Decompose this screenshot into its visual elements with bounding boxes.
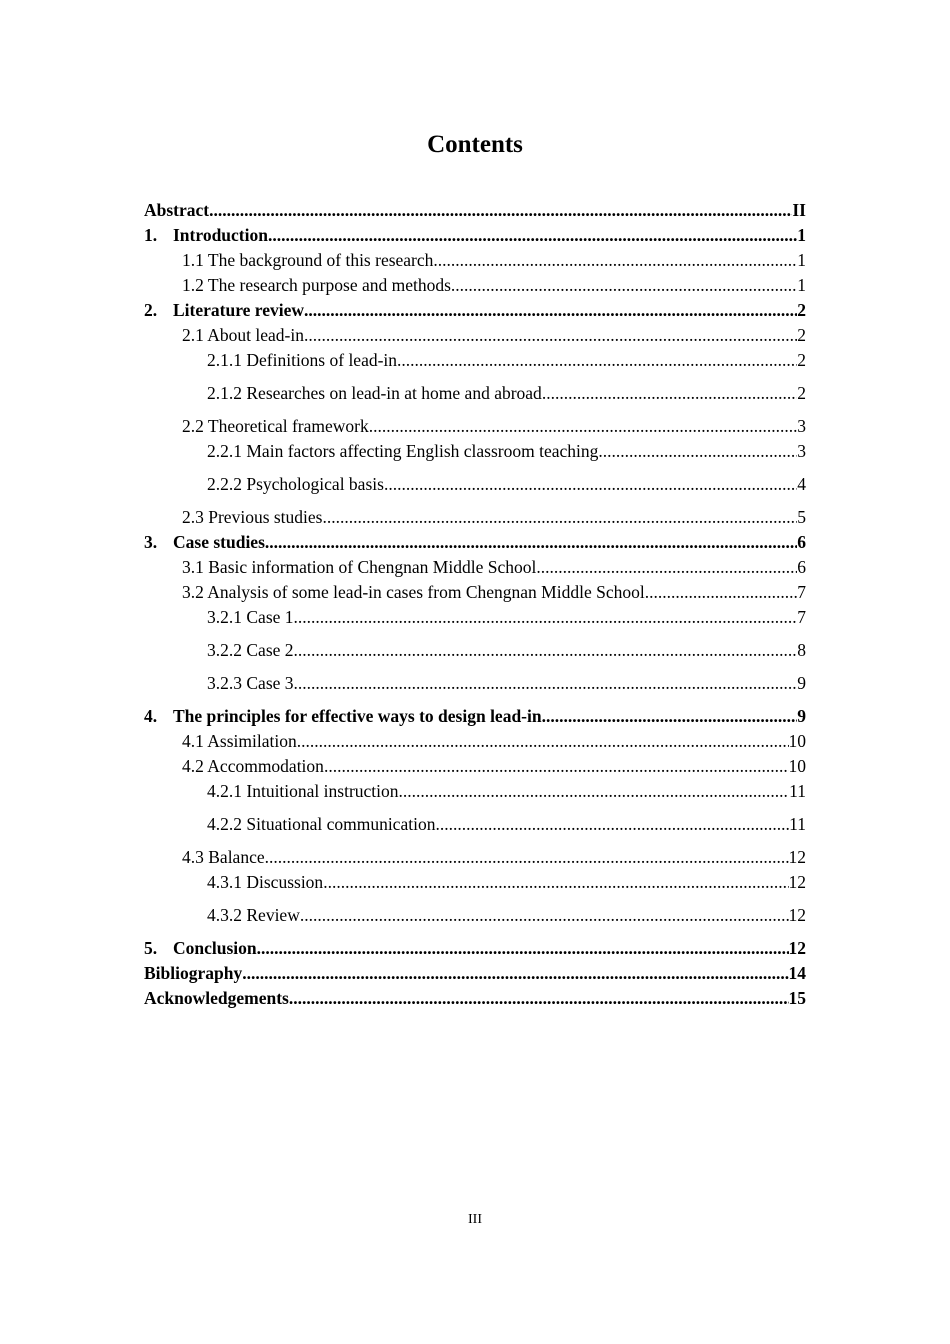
toc-entry-number: 4. bbox=[144, 706, 158, 726]
toc-entry[interactable] bbox=[144, 298, 806, 323]
toc-entry-label: Acknowledgements bbox=[144, 988, 289, 1008]
toc-entry[interactable] bbox=[144, 530, 806, 555]
dot-leader bbox=[324, 754, 789, 779]
toc-entry-label: 2.2.2 Psychological basis bbox=[207, 474, 384, 494]
toc-entry-page: 2 bbox=[797, 300, 806, 320]
toc-entry-label: 2.2 Theoretical framework bbox=[182, 416, 369, 436]
dot-leader bbox=[598, 439, 797, 464]
table-of-contents bbox=[144, 198, 806, 1011]
toc-entry-label: Conclusion bbox=[173, 938, 257, 958]
toc-entry-number: 5. bbox=[144, 938, 158, 958]
toc-entry-label: 4.3.2 Review bbox=[207, 905, 300, 925]
toc-entry-label: 3.2.2 Case 2 bbox=[207, 640, 294, 660]
dot-leader bbox=[304, 298, 797, 323]
dot-leader bbox=[297, 729, 789, 754]
toc-entry-page: 6 bbox=[797, 557, 806, 577]
dot-leader bbox=[542, 704, 798, 729]
toc-entry[interactable] bbox=[144, 870, 806, 903]
toc-entry[interactable] bbox=[144, 472, 806, 505]
dot-leader bbox=[294, 671, 798, 696]
dot-leader bbox=[433, 248, 797, 273]
toc-entry-page: II bbox=[792, 200, 806, 220]
toc-entry-page: 1 bbox=[797, 250, 806, 270]
toc-entry-page: 12 bbox=[788, 938, 806, 958]
toc-entry-page: 12 bbox=[788, 905, 806, 925]
toc-entry[interactable] bbox=[144, 381, 806, 414]
toc-entry[interactable] bbox=[144, 605, 806, 638]
toc-entry[interactable] bbox=[144, 198, 806, 223]
toc-entry-label: 1.2 The research purpose and methods bbox=[182, 275, 451, 295]
dot-leader bbox=[369, 414, 798, 439]
dot-leader bbox=[265, 845, 789, 870]
toc-entry-page: 11 bbox=[789, 814, 806, 834]
dot-leader bbox=[542, 381, 797, 406]
toc-entry-page: 2 bbox=[797, 383, 806, 403]
toc-entry-page: 12 bbox=[788, 847, 806, 867]
toc-entry-label: 4.2.2 Situational communication bbox=[207, 814, 436, 834]
dot-leader bbox=[435, 812, 789, 837]
toc-entry-label: Literature review bbox=[173, 300, 305, 320]
toc-entry[interactable] bbox=[144, 505, 806, 530]
toc-entry-label: 3.1 Basic information of Chengnan Middle School bbox=[182, 557, 537, 577]
toc-entry[interactable] bbox=[144, 704, 806, 729]
toc-entry-page: 9 bbox=[797, 706, 806, 726]
dot-leader bbox=[323, 870, 788, 895]
toc-entry-label: 4.1 Assimilation bbox=[182, 731, 297, 751]
toc-entry-page: 1 bbox=[797, 275, 806, 295]
toc-entry-page: 10 bbox=[788, 731, 806, 751]
toc-entry[interactable] bbox=[144, 273, 806, 298]
page-title: Contents bbox=[427, 131, 523, 158]
toc-entry[interactable] bbox=[144, 248, 806, 273]
dot-leader bbox=[397, 348, 797, 373]
toc-entry-label: Introduction bbox=[173, 225, 268, 245]
toc-entry[interactable] bbox=[144, 223, 806, 248]
toc-entry-label: 1.1 The background of this research bbox=[182, 250, 434, 270]
toc-entry-page: 3 bbox=[797, 416, 806, 436]
toc-entry-page: 6 bbox=[797, 532, 806, 552]
toc-entry-page: 1 bbox=[797, 225, 806, 245]
toc-entry-page: 3 bbox=[797, 441, 806, 461]
toc-entry-label: 2.1 About lead-in bbox=[182, 325, 304, 345]
dot-leader bbox=[289, 986, 789, 1011]
toc-entry-label: The principles for effective ways to design lead-in bbox=[173, 706, 542, 726]
toc-entry[interactable] bbox=[144, 903, 806, 936]
toc-entry-page: 14 bbox=[788, 963, 806, 983]
toc-entry[interactable] bbox=[144, 439, 806, 472]
toc-entry-label: 3.2.3 Case 3 bbox=[207, 673, 294, 693]
toc-entry[interactable] bbox=[144, 580, 806, 605]
dot-leader bbox=[451, 273, 797, 298]
toc-entry-label: 2.1.1 Definitions of lead-in bbox=[207, 350, 398, 370]
toc-entry-page: 2 bbox=[797, 350, 806, 370]
toc-entry-page: 10 bbox=[788, 756, 806, 776]
toc-entry-page: 7 bbox=[797, 582, 806, 602]
dot-leader bbox=[257, 936, 789, 961]
toc-entry-page: 4 bbox=[797, 474, 806, 494]
toc-entry-page: 8 bbox=[797, 640, 806, 660]
toc-entry-label: 4.2 Accommodation bbox=[182, 756, 324, 776]
toc-entry-number: 3. bbox=[144, 532, 158, 552]
dot-leader bbox=[323, 505, 798, 530]
toc-entry-page: 5 bbox=[797, 507, 806, 527]
toc-entry-page: 12 bbox=[788, 872, 806, 892]
dot-leader bbox=[265, 530, 797, 555]
toc-entry-number: 1. bbox=[144, 225, 158, 245]
toc-entry-page: 2 bbox=[797, 325, 806, 345]
toc-entry-label: Bibliography bbox=[144, 963, 243, 983]
toc-entry-page: 11 bbox=[789, 781, 806, 801]
dot-leader bbox=[294, 605, 798, 630]
toc-entry[interactable] bbox=[144, 671, 806, 704]
toc-entry[interactable] bbox=[144, 348, 806, 381]
toc-entry-page: 15 bbox=[788, 988, 806, 1008]
toc-entry[interactable] bbox=[144, 323, 806, 348]
toc-entry-label: Abstract bbox=[144, 200, 210, 220]
dot-leader bbox=[399, 779, 790, 804]
toc-entry[interactable] bbox=[144, 936, 806, 961]
dot-leader bbox=[384, 472, 797, 497]
toc-entry[interactable] bbox=[144, 638, 806, 671]
toc-entry[interactable] bbox=[144, 961, 806, 986]
toc-entry-label: 2.2.1 Main factors affecting English classroom teaching bbox=[207, 441, 599, 461]
dot-leader bbox=[294, 638, 798, 663]
toc-entry[interactable] bbox=[144, 754, 806, 779]
toc-entry-label: 2.1.2 Researches on lead-in at home and abroad bbox=[207, 383, 542, 403]
dot-leader bbox=[536, 555, 797, 580]
toc-entry[interactable] bbox=[144, 729, 806, 754]
toc-entry-label: 2.3 Previous studies bbox=[182, 507, 323, 527]
toc-entry-label: Case studies bbox=[173, 532, 265, 552]
dot-leader bbox=[304, 323, 797, 348]
page-number-footer: III bbox=[468, 1212, 482, 1227]
toc-entry[interactable] bbox=[144, 812, 806, 845]
toc-entry-label: 4.3.1 Discussion bbox=[207, 872, 324, 892]
toc-entry-label: 3.2.1 Case 1 bbox=[207, 607, 294, 627]
toc-entry-label: 4.2.1 Intuitional instruction bbox=[207, 781, 399, 801]
dot-leader bbox=[268, 223, 797, 248]
dot-leader bbox=[645, 580, 798, 605]
toc-entry[interactable] bbox=[144, 986, 806, 1011]
toc-entry[interactable] bbox=[144, 555, 806, 580]
toc-entry-label: 3.2 Analysis of some lead-in cases from Chengnan Middle School bbox=[182, 582, 645, 602]
toc-entry-label: 4.3 Balance bbox=[182, 847, 265, 867]
toc-entry-number: 2. bbox=[144, 300, 158, 320]
dot-leader bbox=[300, 903, 789, 928]
toc-entry[interactable] bbox=[144, 845, 806, 870]
toc-entry-page: 7 bbox=[797, 607, 806, 627]
dot-leader bbox=[242, 961, 788, 986]
toc-entry[interactable] bbox=[144, 779, 806, 812]
toc-entry-page: 9 bbox=[797, 673, 806, 693]
toc-entry[interactable] bbox=[144, 414, 806, 439]
dot-leader bbox=[209, 198, 792, 223]
